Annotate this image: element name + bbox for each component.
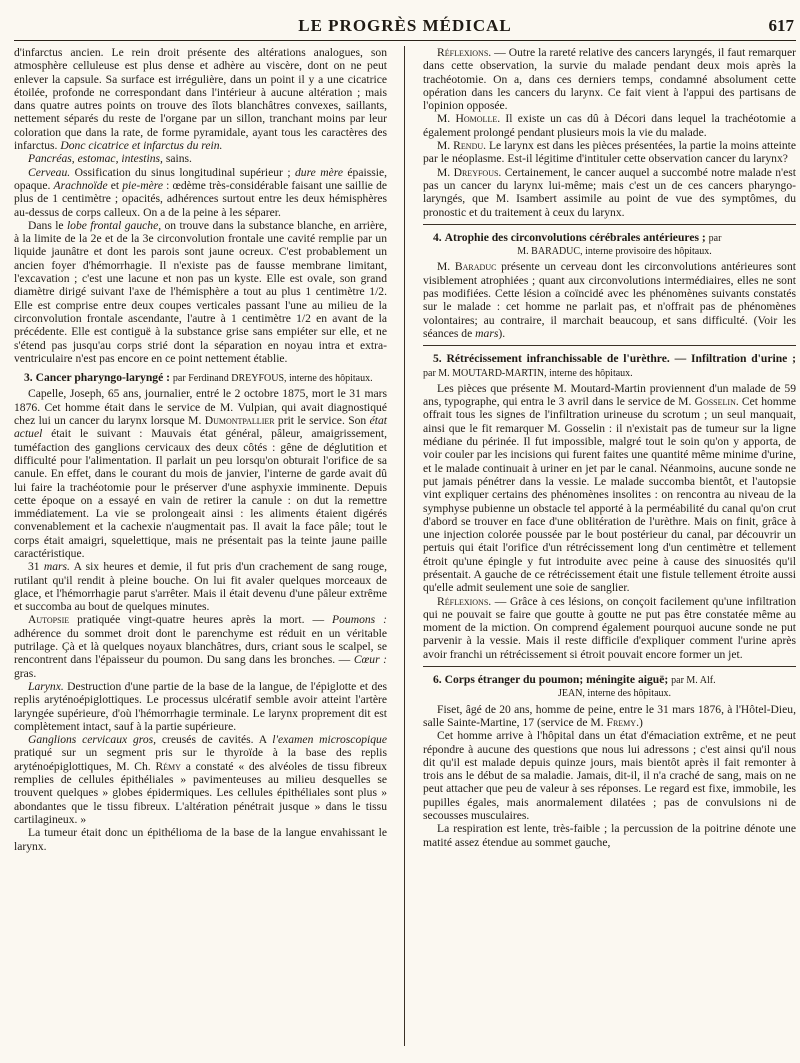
- text: Capelle, Joseph, 65 ans, journalier, entré le 2 octobre 1875, mort le 31 mars 1876. Cet homme était dans le service de M. Vulpian, qui avait diagnostiqué chez lui un cancer du larynx lorsque M.: [14, 387, 387, 428]
- text: adhérence du sommet droit dont le parenchyme est réduit en un véritable putrilage. Çà et là quelques noyaux blanchâtres, durs, criant sous le scalpel, se rencontrent dans l'épaisseur du poumon. Du sang dans les bronches. —: [14, 626, 387, 667]
- text: épaissie, opaque.: [14, 165, 388, 192]
- text: Cet homme arrive à l'hôpital dans un état d'émaciation extrême, et ne peut répondre à aucune des questions que nous lui adressons ; c'est ainsi qu'il nous dit qu'il est malade depuis quinze jours, mais bientôt après il fait remonter à trois ans le début de sa maladie. Jamais, dit-il, il n'a craché de sang, mais on ne peut attacher que peu de valeur à ses réponses. Le regard est fixe, immobile, les pupilles égales, mais anormalement dilatées ; pas de convulsions ni de secousses musculaires.: [423, 729, 796, 823]
- section-byline: par M. MOUTARD-MARTIN, interne des hôpitaux.: [423, 367, 633, 379]
- text: l'examen microscopique: [272, 733, 387, 747]
- section-rule: [423, 666, 796, 667]
- text: mars.: [43, 560, 70, 574]
- text: Réflexions.: [437, 594, 492, 608]
- paragraph: [423, 260, 796, 340]
- paragraph: [14, 152, 387, 165]
- text: Larynx.: [28, 679, 64, 693]
- section-heading-3: [14, 371, 387, 385]
- text: ).: [498, 326, 506, 340]
- text: Rémy: [155, 759, 181, 773]
- paragraph: [14, 733, 387, 826]
- section-number: 5.: [433, 352, 442, 366]
- text: Dreyfous.: [453, 165, 502, 179]
- text: gras.: [14, 666, 37, 680]
- text: M.: [437, 260, 451, 274]
- text: dure mère: [294, 165, 343, 179]
- paragraph: [14, 387, 387, 560]
- text: Réflexions.: [437, 46, 492, 59]
- text: M.: [437, 139, 451, 153]
- text: La tumeur était donc un épithélioma de la base de la langue envahissant le larynx.: [14, 826, 387, 853]
- text: Homolle.: [455, 112, 501, 126]
- text: pratiqué sur un segment pris sur le thyroïde à la base des replis aryténoépiglottiques, M. Ch.: [14, 746, 387, 773]
- text: Rendu.: [453, 139, 487, 153]
- text: était le suivant : Mauvais état général, pâleur, amaigrissement, tuméfaction des ganglions cervicaux des deux côtés : gêne de déglutition et difficulté pour l'alimentation. Il parlait un peu lorsqu'on obturait l'orifice de sa canule. En effet, dans le courant du mois de janvier, l'interne de garde avait dû lui faire la trachéotomie pour le préserver d'une asphyxie imminente. Depuis cette époque on a essayé en vain de retirer la canule : on dut la remettre immédiatement. La vie se prolongeait ainsi : les aliments étaient digérés convenablement et la cachexie n'augmentait pas. Il avait la face pâle; tout le corps était amaigri, squelettique, mais ne présentait pas la teinte jaune paille caractéristique.: [14, 427, 387, 560]
- section-title: Atrophie des circonvolutions cérébrales antérieures ;: [444, 230, 706, 244]
- text: Il existe un cas dû à Décori dans lequel la trachéotomie a également prolongé pendant plusieurs mois la vie du malade.: [423, 112, 796, 139]
- section-heading-6: [423, 673, 796, 701]
- text: a constaté « des alvéoles de tissu fibreux remplies de cellules épithéliales » pavimenteuses au milieu desquelles se trouvent quelques » globes épidermiques. Les cellules épithéliales sont plus » abondantes que le tissu fibreux. L'altération pénétrait jusque » dans le tissu cartilagineux. »: [14, 759, 387, 826]
- text: Dumontpallier: [204, 414, 275, 428]
- section-byline: par Ferdinand DREYFOUS, interne des hôpitaux.: [172, 373, 373, 385]
- text: Gosselin.: [694, 395, 739, 409]
- text: 31: [28, 560, 40, 574]
- text: — Outre la rareté relative des cancers laryngés, il faut remarquer dans cette observation, la survie du malade pendant deux mois après la trachéotomie. On a, dans ces derniers temps, condamné absolument cette opération dans les cancers du larynx. Ce fait vient à l'appui des partisans de l'opinion opposée.: [423, 46, 796, 113]
- text: Ossification du sinus longitudinal supérieur ;: [70, 165, 291, 179]
- text: présente un cerveau dont les circonvolutions antérieures sont visiblement atrophiées ; quant aux circonvolutions intermédiaires, elles ne sont pas modifiées. Cette lésion a coïncidé avec les phénomènes suivants constatés sur le malade : cet homme ne parlait pas, et n'offrait pas de phénomènes volontaires; au contraire, il marchait beaucoup, et sans difficulté. (Voir les séances de: [423, 260, 796, 340]
- text: Poumons :: [332, 613, 387, 627]
- text: prit le service. Son: [274, 414, 367, 428]
- paragraph: [14, 826, 387, 853]
- paragraph: [14, 613, 387, 679]
- paragraph: [14, 46, 387, 152]
- text: Donc cicatrice et infarctus du rein.: [60, 139, 223, 153]
- section-title: Rétrécissement infranchissable de l'urèthre. — Infiltration d'urine ;: [446, 352, 796, 366]
- text: Fiset, âgé de 20 ans, homme de peine, entre le 31 mars 1876, à l'Hôtel-Dieu, salle Sainte-Martine, 17 (service de M.: [423, 702, 796, 729]
- header-rule: [14, 40, 796, 41]
- section-byline: JEAN, interne des hôpitaux.: [557, 688, 672, 700]
- text: pratiquée vingt-quatre heures après la mort. —: [69, 613, 325, 627]
- text: état actuel: [14, 414, 387, 441]
- text: : œdème très-considérable faisant une saillie de plus de 1 centimètre ; opacités, adhérences surtout entre les deux hémisphères au-dessus de corps calleux. On a de la peine à les séparer.: [14, 178, 388, 219]
- section-heading-4: [423, 231, 796, 259]
- paragraph: [14, 560, 387, 613]
- page-header: [14, 14, 796, 40]
- text: M.: [437, 165, 451, 179]
- section-number: 3.: [24, 371, 33, 385]
- text: Destruction d'une partie de la base de la langue, de l'épiglotte et des replis aryténoépiglottiques. Le processus ulcératif semble avoir atteint l'artère laryngée supérieure, d'où l'hémorrhagie terminale. Le larynx proprement dit est complètement intact, sauf à la partie supérieure.: [14, 679, 387, 733]
- text: Pancréas, estomac, intestins,: [28, 152, 163, 166]
- paragraph: [14, 166, 387, 219]
- text: mars: [475, 326, 499, 340]
- text: Dans le: [28, 218, 64, 232]
- text: Baraduc: [454, 260, 497, 274]
- text: Arachnoïde: [53, 178, 108, 192]
- text: pie-mère: [122, 178, 164, 192]
- paragraph: [423, 139, 796, 166]
- paragraph: [423, 822, 796, 849]
- text: La respiration est lente, très-faible ; la percussion de la poitrine dénote une matité assez étendue au sommet gauche,: [423, 822, 796, 849]
- section-byline: par M. Alf.: [671, 675, 716, 687]
- section-byline: par: [708, 232, 722, 244]
- section-byline: M. BARADUC, interne provisoire des hôpitaux.: [517, 246, 712, 258]
- text: Cœur :: [353, 653, 387, 667]
- section-number: 4.: [433, 230, 442, 244]
- text: Ganglions cervicaux gros,: [28, 733, 157, 747]
- text: A six heures et demie, il fut pris d'un crachement de sang rouge, rutilant qu'il rendit à pleine bouche. On lui fit avaler quelques morceaux de glace, et l'hémorrhagie parut s'arrêter. Mais il était devenu d'une pâleur extrême et succomba au bout de quelques minutes.: [14, 560, 387, 614]
- section-title: Cancer pharyngo-laryngé :: [35, 371, 171, 385]
- text: — Grâce à ces lésions, on conçoit facilement qu'une infiltration qui ne pouvait se faire que goutte à goutte ne put pas être constatée même au moment de la miction. On comprend également pourquoi aucune sonde ne put parvenir à la vessie. Mais il reste difficile d'expliquer comment l'urine après avoir franchi un rétrécissement si étroit pouvait encore former un jet.: [423, 594, 796, 661]
- paragraph: [423, 112, 796, 139]
- text: Les pièces que présente M. Moutard-Martin proviennent d'un malade de 59 ans, typographe, qui entra le 3 avril dans le service de M.: [423, 381, 796, 409]
- section-rule: [423, 224, 796, 225]
- text: M.: [437, 112, 451, 126]
- paragraph: [423, 595, 796, 661]
- text: Cet homme offrait tous les signes de l'infiltration urineuse du scrotum ; un seul manquait, ainsi que le fit remarquer M. Gosselin : il n'existait pas de tumeur sur la ligne médiane du périnée. Il fut impossible, malgré tout le soin qu'on y apporta, de voir couler par les incisions qui furent faites une quantité même minime d'urine, et le malade continuait à uriner en jet par le canal. Néanmoins, aucune sonde ne put jamais pénétrer dans la vessie. Le malade succomba bientôt, et l'autopsie vint expliquer certains des phénomènes insolites : on rencontra au niveau de la symphyse pubienne un obstacle tel apporté à la perméabilité du canal qu'on crut d'abord se trouver en face d'une oblitération de l'urèthre. Mais on finit, grâce à une injection colorée poussée par le bout postérieur du canal, par découvrir un pertuis qui était l'orifice d'un rétrécissement long d'un centimètre et tellement étroit qu'une épingle y fut introduite avec peine à cause des sinuosités qu'il présentait. A gauche de ce rétrécissement était une fistule tellement étroite aussi qu'elle admit seulement une soie de sanglier.: [423, 395, 796, 595]
- text: Autopsie: [28, 613, 70, 627]
- text: creusés de cavités. A: [156, 733, 267, 747]
- paragraph: [423, 382, 796, 595]
- page-number: 617: [768, 16, 794, 35]
- journal-title: LE PROGRÈS MÉDICAL: [298, 16, 512, 35]
- column-divider: [404, 46, 405, 1046]
- text: d'infarctus ancien. Le rein droit présente des altérations analogues, son atmosphère celluleuse est plus dense et adhère au viscère, dont on ne peut enlever la capsule. Sa surface est irrégulière, dans un point il y a une cicatrice étoilée, profonde ne correspondant dans l'intérieur à aucune altération ; mais dans quatre autres points on trouve des îlots blanchâtres convexes, saillants, nettement séparés du reste de l'organe par un sillon, tranchant moins par leur coloration que dans la rate, de forme pyramidale, ayant tous les caractères des infarctus.: [14, 46, 387, 153]
- text: et: [107, 178, 120, 192]
- text: Cerveau.: [28, 165, 71, 179]
- section-rule: [423, 345, 796, 346]
- paragraph: [423, 729, 796, 822]
- paragraph: [423, 166, 796, 219]
- paragraph: [423, 46, 796, 112]
- text: Le larynx est dans les pièces présentées, la partie la moins atteinte par le néoplasme. Est-il légitime d'intituler cette observation cancer du larynx?: [423, 139, 796, 166]
- paragraph: [14, 219, 387, 365]
- text: lobe frontal gauche,: [66, 218, 162, 232]
- text: Certainement, le cancer auquel a succombé notre malade n'est pas un cancer du larynx lui-même; mais c'est un de ces cancers pharyngo-laryngés, que M. Isambert assimile au point de vue des symptômes, du pronostic et du traitement à ceux du larynx.: [423, 165, 797, 219]
- text: Fremy: [606, 715, 637, 729]
- paragraph: [14, 680, 387, 733]
- section-number: 6.: [433, 673, 442, 687]
- paragraph: [423, 703, 796, 730]
- section-title: Corps étranger du poumon; méningite aiguë;: [444, 673, 669, 687]
- text: .): [636, 715, 643, 729]
- left-column: [14, 46, 387, 853]
- text: on trouve dans la substance blanche, en arrière, à la limite de la 2e et de la 3e circonvolution frontale une cavité remplie par un liquide jaunâtre et dont les parois sont jaune ocreux. C'est probablement un ancien foyer d'hémorrhagie. Il n'existe pas de fausse membrane limitant, l'excavation ; c'est une lacune et non pas un kyste. Elle est ovale, son grand diamètre dirigé suivant l'axe de l'hémisphère a tout au plus 1 centimètre 1/2. Elle est comprise entre deux coupes verticales passant l'une au milieu de la circonvolution frontale ascendante, l'autre à 1 centimètre 1/2 en avant de la précédente. Elle est contiguë à la substance grise sans empiéter sur elle, et ne s'étend pas jusqu'au corps strié dont la séparation en noyau intra et extra-ventriculaire n'est pas encore en ce point nettement établie.: [14, 218, 387, 365]
- section-heading-5: [423, 352, 796, 380]
- right-column: [423, 46, 796, 849]
- text: sains.: [162, 152, 192, 166]
